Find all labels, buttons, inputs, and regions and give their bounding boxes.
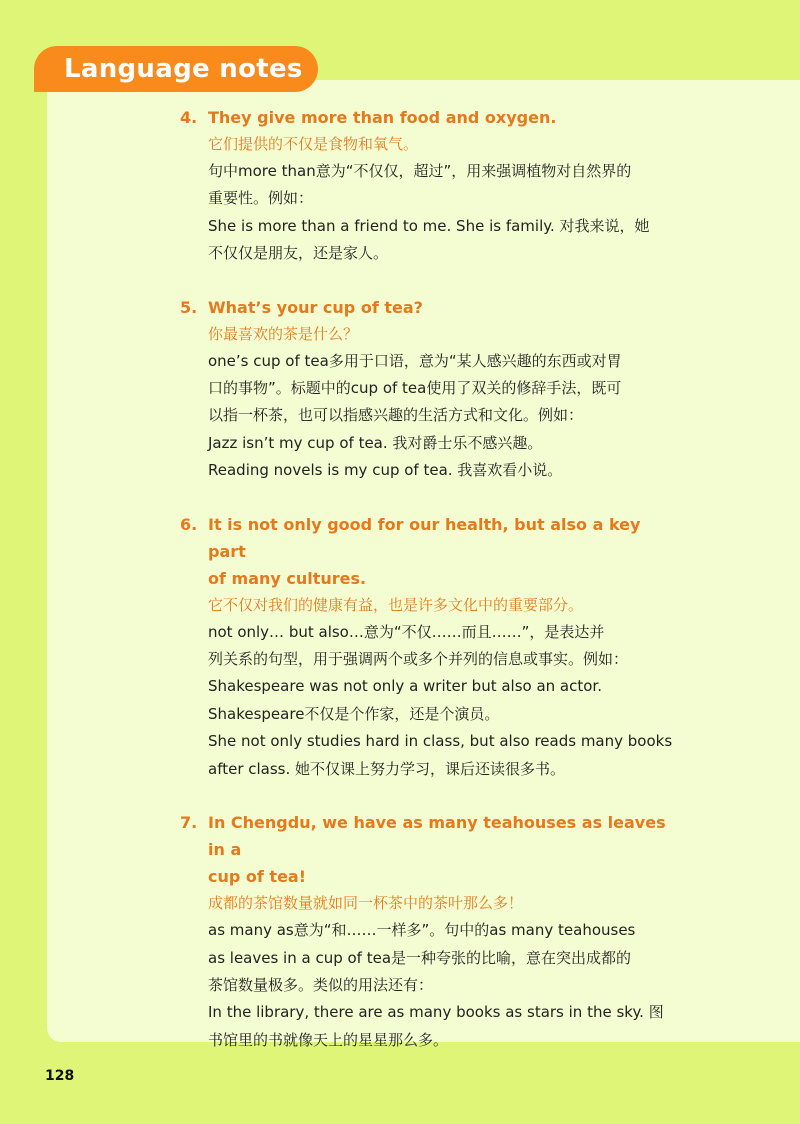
note-item (180, 104, 680, 268)
note-title-zh: 它们提供的不仅是食物和氧气。 (208, 135, 419, 153)
notes-list (180, 104, 680, 1080)
note-line: 茶馆数量极多。类似的用法还有： (208, 975, 434, 994)
note-line: 句中more than意为“不仅仅，超过”，用来强调植物对自然界的 (208, 162, 632, 180)
note-line: 口的事物”。标题中的cup of tea使用了双关的修辞手法，既可 (208, 379, 622, 398)
note-number: 6. (180, 514, 198, 534)
note-title-en: of many cultures. (208, 568, 367, 588)
section-title: Language notes (34, 46, 318, 92)
note-line: In the library, there are as many books as stars in the sky. 图 (208, 1003, 664, 1022)
note-line: 列关系的句型，用于强调两个或多个并列的信息或事实。例如： (208, 650, 629, 669)
note-line: Reading novels is my cup of tea. 我喜欢看小说。 (208, 461, 563, 480)
note-item (180, 809, 680, 1054)
note-title-en: They give more than food and oxygen. (208, 108, 557, 127)
note-title-en: It is not only good for our health, but also a key part (208, 514, 641, 561)
note-line: as many as意为“和……一样多”。句中的as many teahouses (208, 921, 636, 940)
note-line: Shakespeare was not only a writer but also an actor. (208, 677, 602, 696)
note-line: 书馆里的书就像天上的星星那么多。 (208, 1030, 449, 1049)
note-line: 不仅仅是朋友，还是家人。 (208, 244, 389, 263)
note-line: She not only studies hard in class, but also reads many books (208, 732, 673, 751)
note-title-en: What’s your cup of tea? (208, 297, 423, 317)
note-title-en: In Chengdu, we have as many teahouses as leaves in a (208, 813, 666, 860)
note-item (180, 294, 680, 485)
note-title-zh: 你最喜欢的茶是什么？ (208, 324, 359, 343)
note-title-zh: 它不仅对我们的健康有益，也是许多文化中的重要部分。 (208, 595, 584, 614)
note-line: not only… but also…意为“不仅……而且……”，是表达并 (208, 622, 605, 641)
note-line: 重要性。例如： (208, 189, 314, 208)
note-line: one’s cup of tea多用于口语，意为“某人感兴趣的东西或对胃 (208, 351, 622, 370)
note-number: 5. (180, 297, 198, 317)
note-item (180, 511, 680, 783)
note-title-zh: 成都的茶馆数量就如同一杯茶中的茶叶那么多！ (208, 894, 524, 913)
note-number: 4. (180, 108, 198, 127)
note-title-en: cup of tea! (208, 867, 307, 887)
note-line: 以指一杯茶，也可以指感兴趣的生活方式和文化。例如： (208, 406, 584, 425)
note-number: 7. (180, 813, 198, 833)
note-line: after class. 她不仅课上努力学习，课后还读很多书。 (208, 759, 566, 778)
note-line: as leaves in a cup of tea是一种夸张的比喻，意在突出成都的 (208, 948, 632, 967)
page-number: 128 (45, 1068, 75, 1084)
note-line: Shakespeare不仅是个作家，还是个演员。 (208, 704, 500, 723)
note-line: Jazz isn’t my cup of tea. 我对爵士乐不感兴趣。 (208, 433, 543, 452)
note-line: She is more than a friend to me. She is family. 对我来说，她 (208, 216, 650, 235)
